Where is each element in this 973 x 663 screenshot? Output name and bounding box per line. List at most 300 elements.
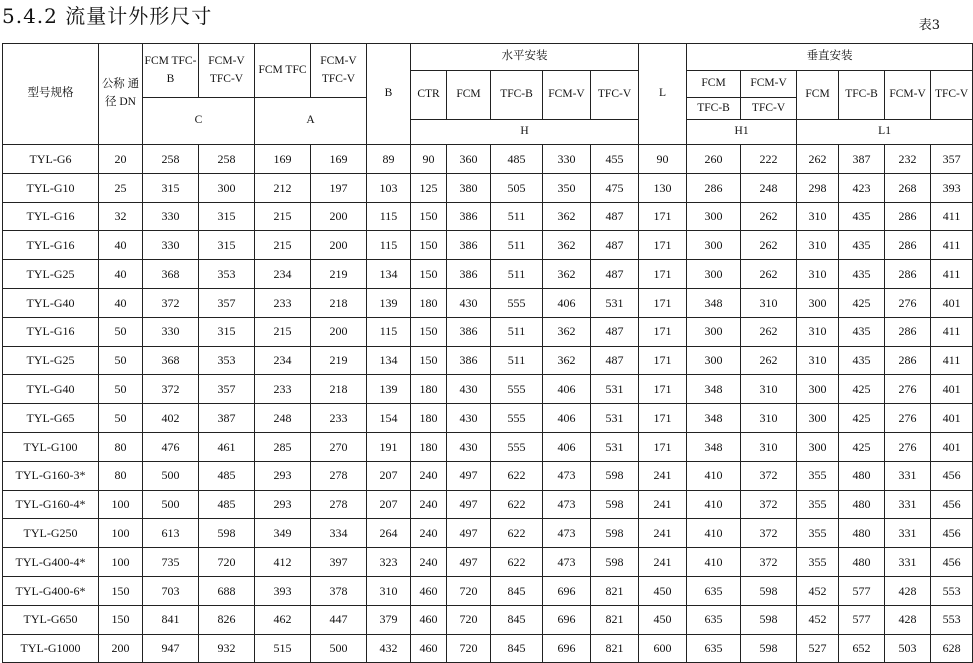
table-cell: 406 — [543, 404, 591, 433]
table-cell: 90 — [639, 145, 687, 174]
table-cell: 598 — [591, 548, 639, 577]
table-cell: 355 — [797, 548, 839, 577]
table-cell: 200 — [311, 202, 367, 231]
table-cell: 447 — [311, 605, 367, 634]
table-cell: 430 — [447, 432, 491, 461]
table-cell: 435 — [839, 317, 885, 346]
table-cell: 688 — [199, 576, 255, 605]
table-cell-model: TYL-G6 — [3, 145, 99, 174]
table-cell: 500 — [143, 461, 199, 490]
table-cell: 171 — [639, 404, 687, 433]
table-cell: 497 — [447, 519, 491, 548]
table-cell: 241 — [639, 548, 687, 577]
table-cell: 821 — [591, 576, 639, 605]
table-cell: 100 — [99, 490, 143, 519]
table-cell: 286 — [885, 260, 931, 289]
table-cell: 531 — [591, 288, 639, 317]
table-cell: 293 — [255, 490, 311, 519]
table-cell: 372 — [741, 461, 797, 490]
table-cell: 262 — [741, 231, 797, 260]
table-cell: 425 — [839, 288, 885, 317]
table-number-label: 表3 — [918, 18, 940, 33]
table-cell: 368 — [143, 346, 199, 375]
table-row — [3, 490, 973, 519]
table-cell: 485 — [199, 461, 255, 490]
table-cell: 411 — [931, 260, 973, 289]
table-cell: 531 — [591, 432, 639, 461]
table-cell: 20 — [99, 145, 143, 174]
table-cell: 487 — [591, 346, 639, 375]
table-cell: 387 — [199, 404, 255, 433]
table-cell: 555 — [491, 404, 543, 433]
table-cell: 357 — [199, 288, 255, 317]
table-cell: 932 — [199, 634, 255, 663]
table-cell: 240 — [411, 461, 447, 490]
table-cell: 300 — [687, 231, 741, 260]
table-cell: 372 — [741, 490, 797, 519]
table-cell-model: TYL-G40 — [3, 375, 99, 404]
table-cell: 233 — [311, 404, 367, 433]
header-v-fcmv-top: FCM-V — [741, 71, 797, 98]
table-cell: 511 — [491, 202, 543, 231]
table-cell: 207 — [367, 461, 411, 490]
table-cell: 368 — [143, 260, 199, 289]
table-cell: 215 — [255, 231, 311, 260]
table-cell: 233 — [255, 375, 311, 404]
table-cell-model: TYL-G160-4* — [3, 490, 99, 519]
table-cell: 497 — [447, 548, 491, 577]
table-cell: 330 — [143, 202, 199, 231]
table-cell: 613 — [143, 519, 199, 548]
table-cell: 425 — [839, 432, 885, 461]
table-cell: 435 — [839, 231, 885, 260]
section-title: 5.4.2 流量计外形尺寸 — [2, 4, 213, 28]
header-h1: H1 — [687, 120, 797, 145]
header-v-fcmv: FCM-V — [885, 71, 931, 120]
table-cell: 430 — [447, 375, 491, 404]
table-cell: 89 — [367, 145, 411, 174]
table-cell: 215 — [255, 202, 311, 231]
header-horizontal: 水平安装 — [411, 44, 639, 71]
table-cell: 696 — [543, 634, 591, 663]
table-cell: 402 — [143, 404, 199, 433]
table-cell: 430 — [447, 404, 491, 433]
table-cell: 598 — [741, 634, 797, 663]
table-cell: 349 — [255, 519, 311, 548]
table-cell: 696 — [543, 605, 591, 634]
table-cell: 450 — [639, 605, 687, 634]
table-cell: 285 — [255, 432, 311, 461]
header-a: A — [255, 98, 367, 145]
table-cell: 293 — [255, 461, 311, 490]
table-cell: 355 — [797, 490, 839, 519]
table-cell: 412 — [255, 548, 311, 577]
table-cell: 473 — [543, 461, 591, 490]
table-cell: 362 — [543, 231, 591, 260]
table-cell: 410 — [687, 490, 741, 519]
table-cell: 171 — [639, 288, 687, 317]
table-cell: 262 — [797, 145, 839, 174]
table-cell: 703 — [143, 576, 199, 605]
table-cell: 386 — [447, 346, 491, 375]
table-cell: 241 — [639, 461, 687, 490]
table-cell: 300 — [797, 375, 839, 404]
table-cell: 40 — [99, 260, 143, 289]
table-cell: 362 — [543, 346, 591, 375]
table-cell: 171 — [639, 260, 687, 289]
table-cell: 240 — [411, 490, 447, 519]
table-cell-model: TYL-G10 — [3, 173, 99, 202]
table-cell: 401 — [931, 288, 973, 317]
table-cell: 450 — [639, 576, 687, 605]
table-cell: 200 — [311, 317, 367, 346]
table-cell: 720 — [447, 634, 491, 663]
header-l: L — [639, 44, 687, 145]
table-cell: 362 — [543, 260, 591, 289]
table-row — [3, 404, 973, 433]
table-cell: 286 — [885, 231, 931, 260]
table-cell: 234 — [255, 346, 311, 375]
table-cell: 264 — [367, 519, 411, 548]
table-cell: 456 — [931, 461, 973, 490]
table-cell: 485 — [491, 145, 543, 174]
table-cell: 171 — [639, 346, 687, 375]
table-cell-model: TYL-G25 — [3, 260, 99, 289]
table-cell: 215 — [255, 317, 311, 346]
table-cell: 276 — [885, 288, 931, 317]
table-cell: 401 — [931, 404, 973, 433]
table-row — [3, 605, 973, 634]
table-cell: 401 — [931, 375, 973, 404]
table-cell: 270 — [311, 432, 367, 461]
table-cell: 331 — [885, 461, 931, 490]
table-cell: 410 — [687, 519, 741, 548]
table-cell: 315 — [199, 317, 255, 346]
table-cell: 241 — [639, 490, 687, 519]
table-cell: 218 — [311, 375, 367, 404]
table-cell: 212 — [255, 173, 311, 202]
table-cell-model: TYL-G400-4* — [3, 548, 99, 577]
table-cell: 310 — [367, 576, 411, 605]
table-cell: 357 — [931, 145, 973, 174]
header-h-tfcv: TFC-V — [591, 71, 639, 120]
table-cell: 821 — [591, 634, 639, 663]
table-row — [3, 231, 973, 260]
table-cell: 134 — [367, 260, 411, 289]
table-cell: 553 — [931, 576, 973, 605]
table-cell: 487 — [591, 317, 639, 346]
table-cell: 598 — [591, 490, 639, 519]
table-row — [3, 576, 973, 605]
table-cell: 171 — [639, 202, 687, 231]
table-cell: 362 — [543, 317, 591, 346]
table-cell: 330 — [543, 145, 591, 174]
table-cell: 393 — [255, 576, 311, 605]
table-cell: 171 — [639, 317, 687, 346]
header-b: B — [367, 44, 411, 145]
table-cell: 473 — [543, 490, 591, 519]
header-a-fcm: FCM TFC — [255, 44, 311, 98]
table-cell: 652 — [839, 634, 885, 663]
table-cell: 331 — [885, 519, 931, 548]
table-cell: 315 — [199, 231, 255, 260]
table-cell: 401 — [931, 432, 973, 461]
table-cell: 268 — [885, 173, 931, 202]
table-cell: 171 — [639, 375, 687, 404]
table-cell: 372 — [741, 519, 797, 548]
header-h: H — [411, 120, 639, 145]
table-cell: 598 — [591, 461, 639, 490]
table-cell: 473 — [543, 519, 591, 548]
table-cell: 577 — [839, 605, 885, 634]
table-row — [3, 173, 973, 202]
table-cell: 150 — [99, 576, 143, 605]
table-cell: 598 — [741, 576, 797, 605]
table-cell: 260 — [687, 145, 741, 174]
table-cell: 622 — [491, 548, 543, 577]
table-cell: 411 — [931, 346, 973, 375]
table-cell: 300 — [687, 317, 741, 346]
table-cell: 386 — [447, 317, 491, 346]
table-cell: 80 — [99, 461, 143, 490]
header-v-fcm: FCM — [797, 71, 839, 120]
table-cell: 826 — [199, 605, 255, 634]
table-cell-model: TYL-G650 — [3, 605, 99, 634]
table-cell: 248 — [255, 404, 311, 433]
table-cell: 480 — [839, 519, 885, 548]
table-cell: 219 — [311, 260, 367, 289]
header-c-fcmv: FCM-V TFC-V — [199, 44, 255, 98]
table-cell: 735 — [143, 548, 199, 577]
table-cell: 180 — [411, 375, 447, 404]
table-cell: 262 — [741, 260, 797, 289]
table-row — [3, 634, 973, 663]
table-cell: 50 — [99, 346, 143, 375]
table-cell: 350 — [543, 173, 591, 202]
table-cell: 125 — [411, 173, 447, 202]
table-cell: 150 — [411, 231, 447, 260]
table-cell: 435 — [839, 346, 885, 375]
table-cell: 115 — [367, 317, 411, 346]
table-row — [3, 317, 973, 346]
table-row — [3, 260, 973, 289]
header-model: 型号规格 — [3, 44, 99, 145]
table-cell: 355 — [797, 461, 839, 490]
table-cell: 598 — [591, 519, 639, 548]
table-row — [3, 432, 973, 461]
table-cell: 40 — [99, 288, 143, 317]
table-cell-model: TYL-G16 — [3, 202, 99, 231]
table-cell: 180 — [411, 404, 447, 433]
table-cell: 410 — [687, 548, 741, 577]
table-cell: 300 — [797, 404, 839, 433]
table-cell-model: TYL-G16 — [3, 231, 99, 260]
table-cell: 387 — [839, 145, 885, 174]
table-cell: 218 — [311, 288, 367, 317]
table-cell: 258 — [199, 145, 255, 174]
table-cell: 435 — [839, 202, 885, 231]
table-cell: 622 — [491, 461, 543, 490]
table-cell: 527 — [797, 634, 839, 663]
table-cell: 386 — [447, 202, 491, 231]
table-cell: 406 — [543, 288, 591, 317]
header-c: C — [143, 98, 255, 145]
table-cell: 232 — [885, 145, 931, 174]
table-cell: 286 — [885, 202, 931, 231]
table-cell: 315 — [143, 173, 199, 202]
table-cell: 497 — [447, 490, 491, 519]
table-cell: 169 — [311, 145, 367, 174]
table-cell: 553 — [931, 605, 973, 634]
table-cell: 348 — [687, 375, 741, 404]
table-row — [3, 288, 973, 317]
table-cell: 150 — [99, 605, 143, 634]
table-cell: 487 — [591, 202, 639, 231]
header-h-tfcb: TFC-B — [491, 71, 543, 120]
table-row — [3, 519, 973, 548]
table-cell: 435 — [839, 260, 885, 289]
table-cell: 635 — [687, 634, 741, 663]
table-cell: 331 — [885, 548, 931, 577]
table-cell: 310 — [797, 231, 839, 260]
table-cell: 598 — [199, 519, 255, 548]
table-cell: 334 — [311, 519, 367, 548]
table-cell: 32 — [99, 202, 143, 231]
table-cell: 330 — [143, 317, 199, 346]
table-cell: 505 — [491, 173, 543, 202]
table-cell-model: TYL-G160-3* — [3, 461, 99, 490]
table-cell: 460 — [411, 634, 447, 663]
table-cell: 393 — [931, 173, 973, 202]
table-cell: 511 — [491, 317, 543, 346]
table-cell: 219 — [311, 346, 367, 375]
table-cell: 497 — [447, 461, 491, 490]
table-cell: 372 — [143, 288, 199, 317]
table-cell: 233 — [255, 288, 311, 317]
table-body — [3, 145, 973, 663]
header-h-fcmv: FCM-V — [543, 71, 591, 120]
table-cell: 386 — [447, 260, 491, 289]
table-cell-model: TYL-G100 — [3, 432, 99, 461]
table-cell: 171 — [639, 432, 687, 461]
table-cell: 100 — [99, 519, 143, 548]
table-cell: 386 — [447, 231, 491, 260]
table-cell: 348 — [687, 288, 741, 317]
table-cell: 372 — [143, 375, 199, 404]
table-cell: 480 — [839, 548, 885, 577]
table-cell: 456 — [931, 490, 973, 519]
table-cell: 360 — [447, 145, 491, 174]
table-cell: 411 — [931, 202, 973, 231]
table-cell: 476 — [143, 432, 199, 461]
table-cell: 480 — [839, 461, 885, 490]
table-cell: 628 — [931, 634, 973, 663]
table-cell: 432 — [367, 634, 411, 663]
table-cell: 315 — [199, 202, 255, 231]
table-cell: 503 — [885, 634, 931, 663]
table-cell: 310 — [797, 260, 839, 289]
table-cell: 115 — [367, 231, 411, 260]
table-cell: 696 — [543, 576, 591, 605]
table-cell: 310 — [741, 375, 797, 404]
table-cell: 460 — [411, 605, 447, 634]
table-row — [3, 375, 973, 404]
table-cell: 139 — [367, 375, 411, 404]
table-cell: 200 — [99, 634, 143, 663]
table-cell: 555 — [491, 432, 543, 461]
table-cell: 411 — [931, 231, 973, 260]
table-cell: 845 — [491, 576, 543, 605]
table-cell: 300 — [687, 346, 741, 375]
table-cell: 286 — [885, 346, 931, 375]
table-cell: 461 — [199, 432, 255, 461]
dimensions-table — [2, 43, 973, 663]
table-cell: 555 — [491, 288, 543, 317]
table-cell: 362 — [543, 202, 591, 231]
table-cell: 240 — [411, 548, 447, 577]
table-header — [3, 44, 973, 145]
table-cell: 234 — [255, 260, 311, 289]
table-cell: 577 — [839, 576, 885, 605]
table-cell: 241 — [639, 519, 687, 548]
table-cell: 100 — [99, 548, 143, 577]
table-cell: 452 — [797, 576, 839, 605]
table-cell: 310 — [741, 404, 797, 433]
table-cell: 500 — [311, 634, 367, 663]
table-cell: 310 — [797, 202, 839, 231]
table-cell: 456 — [931, 548, 973, 577]
table-cell: 191 — [367, 432, 411, 461]
table-cell-model: TYL-G16 — [3, 317, 99, 346]
table-cell: 300 — [687, 260, 741, 289]
table-cell: 511 — [491, 260, 543, 289]
table-cell: 150 — [411, 317, 447, 346]
table-cell: 130 — [639, 173, 687, 202]
table-cell: 487 — [591, 231, 639, 260]
table-cell: 103 — [367, 173, 411, 202]
table-cell: 90 — [411, 145, 447, 174]
table-cell: 462 — [255, 605, 311, 634]
table-cell-model: TYL-G250 — [3, 519, 99, 548]
table-cell: 357 — [199, 375, 255, 404]
table-cell: 411 — [931, 317, 973, 346]
table-cell: 600 — [639, 634, 687, 663]
table-cell: 276 — [885, 404, 931, 433]
table-cell: 300 — [687, 202, 741, 231]
table-cell-model: TYL-G40 — [3, 288, 99, 317]
table-cell: 511 — [491, 346, 543, 375]
table-row — [3, 346, 973, 375]
table-cell: 262 — [741, 317, 797, 346]
header-v-tfcb: TFC-B — [839, 71, 885, 120]
table-cell: 258 — [143, 145, 199, 174]
header-dn: 公称 通径 DN — [99, 44, 143, 145]
table-cell: 276 — [885, 432, 931, 461]
table-cell: 248 — [741, 173, 797, 202]
table-cell: 480 — [839, 490, 885, 519]
table-cell: 460 — [411, 576, 447, 605]
table-cell: 485 — [199, 490, 255, 519]
table-cell: 406 — [543, 375, 591, 404]
table-cell-model: TYL-G25 — [3, 346, 99, 375]
table-cell: 511 — [491, 231, 543, 260]
table-cell: 456 — [931, 519, 973, 548]
table-cell: 410 — [687, 461, 741, 490]
table-cell: 139 — [367, 288, 411, 317]
table-cell: 171 — [639, 231, 687, 260]
table-cell: 286 — [885, 317, 931, 346]
header-l1: L1 — [797, 120, 973, 145]
